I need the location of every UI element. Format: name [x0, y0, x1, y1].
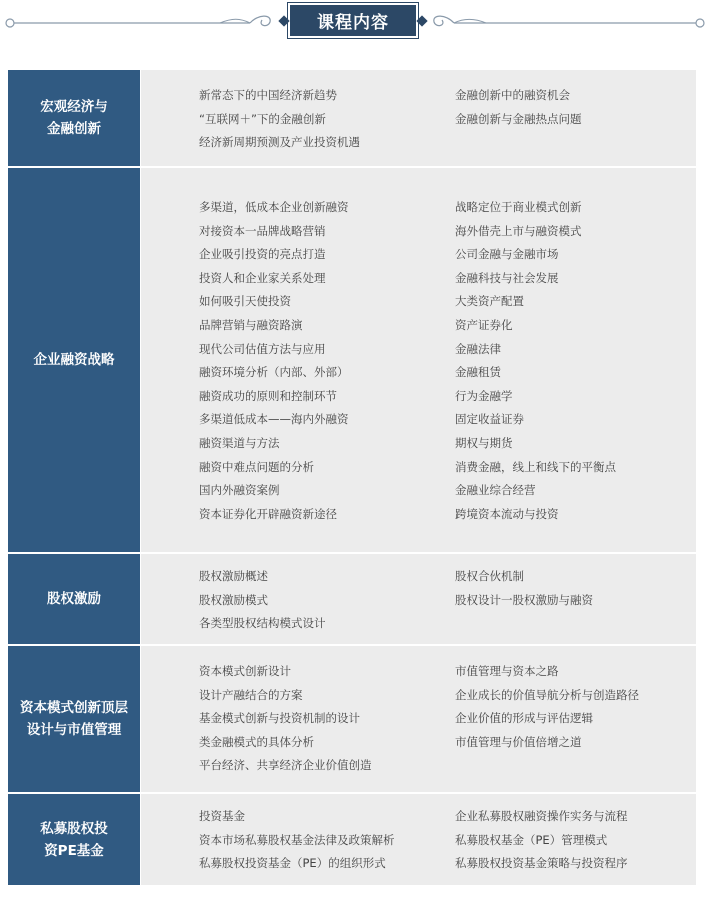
category-label: 宏观经济与 金融创新 [40, 99, 108, 137]
topics-right-column [455, 805, 628, 876]
topic-item: 私募股权投资基金策略与投资程序 [455, 856, 628, 871]
topic-item: 固定收益证券 [455, 412, 524, 427]
topics-left-column [199, 196, 349, 526]
topic-item: 股权设计一股权激励与融资 [455, 592, 593, 607]
topic-item: 各类型股权结构模式设计 [199, 616, 326, 631]
right-ornament-icon [424, 6, 712, 36]
section-header [0, 0, 712, 44]
topic-item: 战略定位于商业模式创新 [455, 200, 582, 214]
topics-right-column [455, 565, 593, 612]
topics-left-column [199, 565, 326, 636]
topic-item: 设计产融结合的方案 [199, 687, 303, 702]
topic-item: 多渠道，低成本企业创新融资 [199, 200, 349, 214]
topics-cell [140, 70, 696, 166]
topic-item: 企业私募股权融资操作实务与流程 [455, 809, 628, 823]
topic-item: 类金融模式的具体分析 [199, 734, 314, 749]
topic-item: 投资人和企业家关系处理 [199, 270, 326, 285]
topics-cell [140, 554, 696, 644]
topic-item: 融资成功的原则和控制环节 [199, 388, 337, 403]
topic-item: 消费金融，线上和线下的平衡点 [455, 459, 616, 474]
topic-item: 金融科技与社会发展 [455, 270, 559, 285]
topic-item: 融资中难点问题的分析 [199, 459, 314, 474]
topic-item: 新常态下的中国经济新趋势 [199, 88, 337, 102]
topics-cell [140, 794, 696, 885]
topic-item: 基金模式创新与投资机制的设计 [199, 711, 360, 726]
course-row-capital-model [8, 646, 696, 792]
topic-item: 资本模式创新设计 [199, 664, 291, 678]
topic-item: 股权激励模式 [199, 592, 268, 607]
topic-item: 企业价值的形成与评估逻辑 [455, 711, 593, 726]
topic-item: “互联网＋”下的金融创新 [199, 111, 326, 126]
topic-item: 股权激励概述 [199, 569, 268, 583]
category-cell [8, 168, 140, 552]
topic-item: 企业成长的价值导航分析与创造路径 [455, 687, 639, 702]
topics-left-column [199, 660, 372, 778]
topic-item: 资产证券化 [455, 317, 513, 332]
course-row-pe-fund [8, 794, 696, 885]
topic-item: 行为金融学 [455, 388, 513, 403]
topics-left-column [199, 84, 360, 155]
topic-item: 经济新周期预测及产业投资机遇 [199, 135, 360, 150]
left-ornament-icon [0, 6, 282, 36]
topic-item: 融资环境分析（内部、外部） [199, 365, 349, 380]
category-cell [8, 554, 140, 644]
topic-item: 股权合伙机制 [455, 569, 524, 583]
topics-right-column [455, 84, 582, 131]
category-cell [8, 646, 140, 792]
topic-item: 国内外融资案例 [199, 483, 280, 498]
topic-item: 私募股权基金（PE）管理模式 [455, 832, 608, 847]
page-title: 课程内容 [290, 5, 416, 36]
topic-item: 如何吸引天使投资 [199, 294, 291, 309]
topics-cell [140, 168, 696, 552]
topic-item: 跨境资本流动与投资 [455, 506, 559, 521]
course-row-macro [8, 70, 696, 166]
course-row-equity-incentive [8, 554, 696, 644]
topic-item: 多渠道低成本——海内外融资 [199, 412, 349, 427]
topic-item: 市值管理与资本之路 [455, 664, 559, 678]
category-cell [8, 70, 140, 166]
course-row-financing [8, 168, 696, 552]
topics-left-column [199, 805, 395, 876]
topic-item: 市值管理与价值倍增之道 [455, 734, 582, 749]
category-label: 股权激励 [47, 591, 101, 607]
topic-item: 对接资本一品牌战略营销 [199, 223, 326, 238]
topic-item: 资本市场私募股权基金法律及政策解析 [199, 832, 395, 847]
topic-item: 企业吸引投资的亮点打造 [199, 247, 326, 262]
topic-item: 融资渠道与方法 [199, 435, 280, 450]
topic-item: 期权与期货 [455, 435, 513, 450]
topic-item: 品牌营销与融资路演 [199, 317, 303, 332]
topics-right-column [455, 660, 639, 754]
topic-item: 金融创新中的融资机会 [455, 88, 570, 102]
topic-item: 资本证券化开辟融资新途径 [199, 506, 337, 521]
category-label: 企业融资战略 [33, 352, 115, 368]
category-label: 资本模式创新顶层 设计与市值管理 [20, 700, 128, 738]
topic-item: 现代公司估值方法与应用 [199, 341, 326, 356]
topic-item: 投资基金 [199, 809, 245, 823]
topic-item: 金融业综合经营 [455, 483, 536, 498]
topic-item: 平台经济、共享经济企业价值创造 [199, 758, 372, 773]
category-cell [8, 794, 140, 885]
topic-item: 海外借壳上市与融资模式 [455, 223, 582, 238]
topic-item: 金融租赁 [455, 365, 501, 380]
topic-item: 金融创新与金融热点问题 [455, 111, 582, 126]
topic-item: 金融法律 [455, 341, 501, 356]
course-table [8, 70, 696, 885]
category-label: 私募股权投 资PE基金 [40, 820, 108, 859]
topic-item: 大类资产配置 [455, 294, 524, 309]
topics-cell [140, 646, 696, 792]
topic-item: 私募股权投资基金（PE）的组织形式 [199, 856, 386, 871]
topics-right-column [455, 196, 616, 526]
topic-item: 公司金融与金融市场 [455, 247, 559, 262]
